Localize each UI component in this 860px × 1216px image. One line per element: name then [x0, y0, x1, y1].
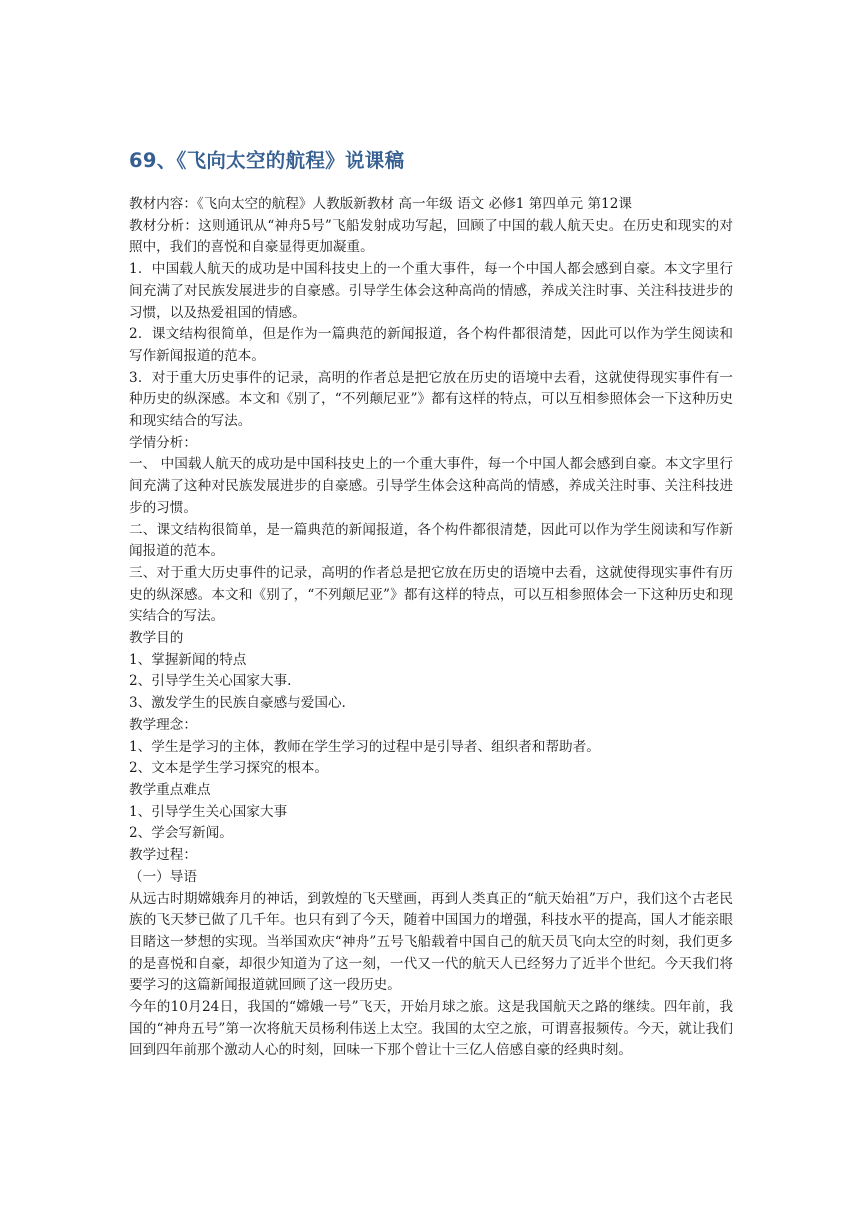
key-points-heading: 教学重点难点	[129, 781, 211, 798]
key-point-1: 1、引导学生关心国家大事	[129, 803, 288, 820]
teaching-goals-heading: 教学目的	[129, 630, 184, 647]
introduction-heading: （一）导语	[129, 868, 197, 885]
teaching-goal-3: 3、激发学生的民族自豪感与爱国心.	[129, 695, 346, 712]
introduction-paragraph-2: 今年的10月24日，我国的“嫦娥一号”飞天，开始月球之旅。这是我国航天之路的继续。四年前，我国的“神舟五号”第一次将航天员杨利伟送上太空。我国的太空之旅，可谓喜报频传。今天，就让我们回到四年前那个激动人心的时刻，回味一下那个曾让十三亿人倍感自豪的经典时刻。	[129, 999, 733, 1059]
key-point-2: 2、学会写新闻。	[129, 825, 233, 842]
document-title: 69、《飞向太空的航程》说课稿	[129, 149, 405, 172]
analysis-point-1: 1．中国载人航天的成功是中国科技史上的一个重大事件，每一个中国人都会感到自豪。本文字里行间充满了对民族发展进步的自豪感。引导学生体会这种高尚的情感，养成关注时事、关注科技进步的习惯，以及热爱祖国的情感。	[129, 261, 733, 321]
teaching-philosophy-1: 1、学生是学习的主体，教师在学生学习的过程中是引导者、组织者和帮助者。	[129, 738, 600, 755]
student-analysis-heading: 学情分析：	[129, 434, 197, 451]
textbook-content: 教材内容：《飞向太空的航程》人教版新教材 高一年级 语文 必修1 第四单元 第12课	[129, 196, 632, 212]
teaching-goal-1: 1、掌握新闻的特点	[129, 651, 247, 668]
document-page	[129, 146, 733, 1062]
teaching-process-heading: 教学过程：	[129, 847, 197, 864]
teaching-philosophy-2: 2、文本是学生学习探究的根本。	[129, 760, 328, 777]
textbook-analysis: 教材分析：这则通讯从“神舟5号”飞船发射成功写起，回顾了中国的载人航天史。在历史和现实的对照中，我们的喜悦和自豪显得更加凝重。	[129, 217, 733, 256]
student-analysis-point-1: 一、 中国载人航天的成功是中国科技史上的一个重大事件，每一个中国人都会感到自豪。本文字里行间充满了这种对民族发展进步的自豪感。引导学生体会这种高尚的情感，养成关注时事、关注科技进步的习惯。	[129, 456, 733, 516]
teaching-goal-2: 2、引导学生关心国家大事.	[129, 673, 292, 690]
student-analysis-point-3: 三、对于重大历史事件的记录，高明的作者总是把它放在历史的语境中去看，这就使得现实事件有历史的纵深感。本文和《别了，“不列颠尼亚”》都有这样的特点，可以互相参照体会一下这种历史和现实结合的写法。	[129, 564, 733, 625]
analysis-point-2: 2．课文结构很简单，但是作为一篇典范的新闻报道，各个构件都很清楚，因此可以作为学生阅读和写作新闻报道的范本。	[129, 326, 733, 364]
student-analysis-point-2: 二、课文结构很简单，是一篇典范的新闻报道，各个构件都很清楚，因此可以作为学生阅读和写作新闻报道的范本。	[129, 521, 733, 560]
analysis-point-3: 3．对于重大历史事件的记录，高明的作者总是把它放在历史的语境中去看，这就使得现实事件有一种历史的纵深感。本文和《别了，“不列颠尼亚”》都有这样的特点，可以互相参照体会一下这种历史和现实结合的写法。	[129, 369, 733, 430]
document-body	[129, 194, 733, 1062]
teaching-philosophy-heading: 教学理念：	[129, 716, 197, 733]
introduction-paragraph-1: 从远古时期嫦娥奔月的神话，到敦煌的飞天壁画，再到人类真正的“航天始祖”万户，我们这个古老民族的飞天梦已做了几千年。也只有到了今天，随着中国国力的增强，科技水平的提高，国人才能亲眼目睹这一梦想的实现。当举国欢庆“神舟”五号飞船载着中国自己的航天员飞向太空的时刻，我们更多的是喜悦和自豪，却很少知道为了这一刻，一代又一代的航天人已经努力了近半个世纪。今天我们将要学习的这篇新闻报道就回顾了这一段历史。	[129, 890, 733, 994]
